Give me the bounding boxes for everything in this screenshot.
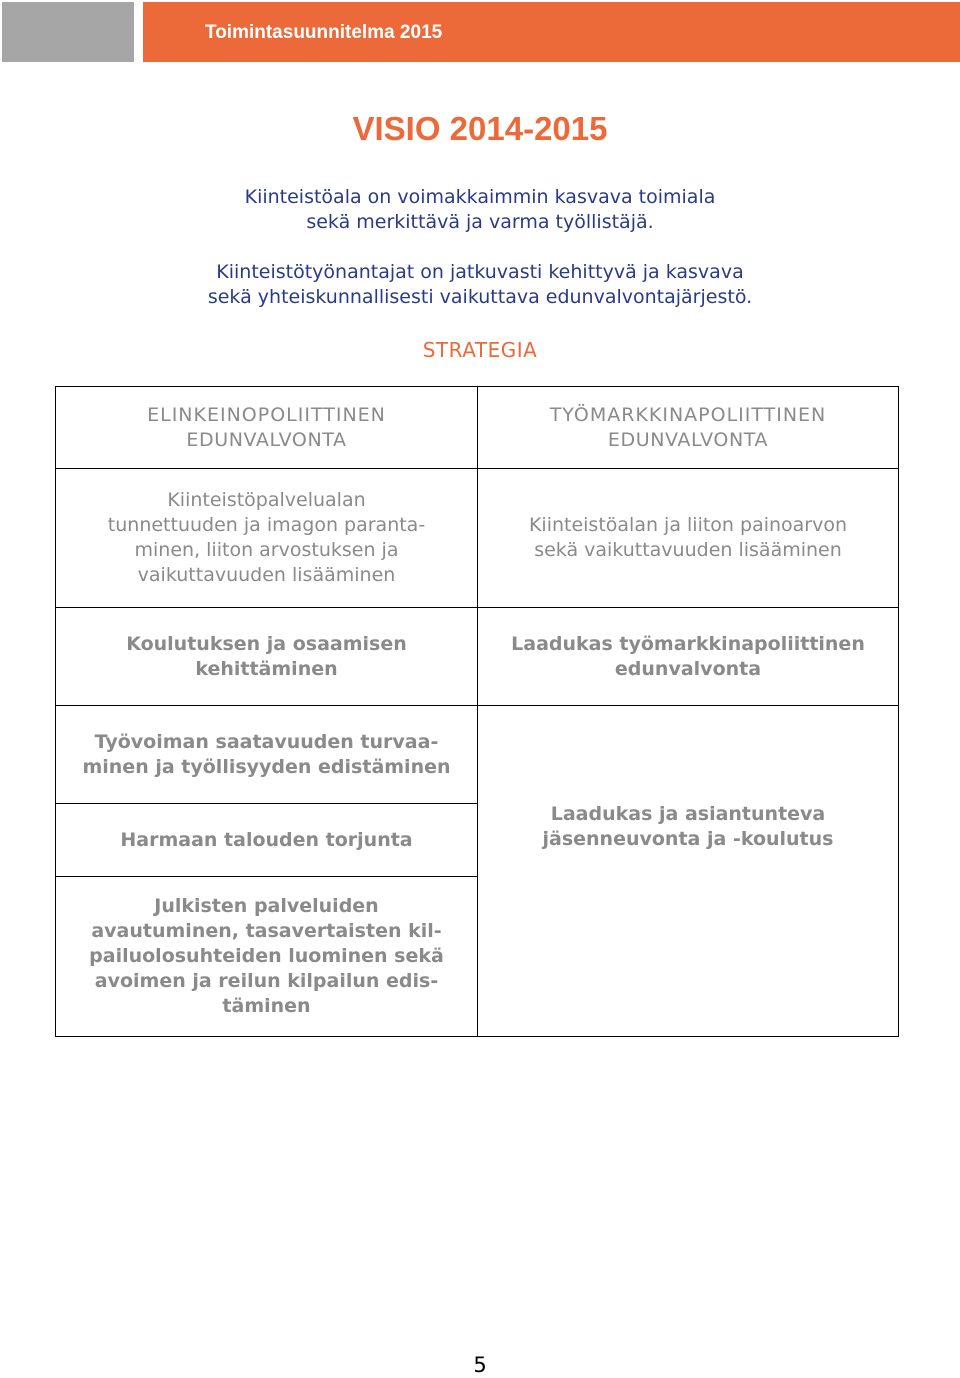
cell-line: Laadukas työmarkkinapoliittinen — [511, 632, 865, 655]
cell-line: sekä vaikuttavuuden lisääminen — [534, 539, 842, 561]
cell-line: Kiinteistöalan ja liiton painoarvon — [528, 514, 848, 536]
cell-line: minen, liiton arvostuksen ja — [134, 539, 399, 561]
cell-line: EDUNVALVONTA — [186, 428, 347, 451]
strategy-left-item-5 — [55, 876, 478, 1037]
cell-line: Koulutuksen ja osaamisen — [126, 632, 407, 655]
cell-line: vaikuttavuuden lisääminen — [137, 564, 396, 586]
document-title: Toimintasuunnitelma 2015 — [205, 22, 443, 43]
vision-title: VISIO 2014-2015 — [352, 110, 608, 147]
strategy-right-item-1 — [477, 468, 899, 608]
cell-line: ELINKEINOPOLIITTINEN — [147, 403, 386, 426]
cell-line: minen ja työllisyyden edistäminen — [82, 755, 451, 778]
cell-line: tunnettuuden ja imagon paranta- — [107, 514, 426, 536]
strategy-left-item-1 — [55, 468, 478, 608]
cell-line: pailuolosuhteiden luominen sekä — [89, 945, 444, 967]
vision-paragraph-1-line: Kiinteistöala on voimakkaimmin kasvava toimiala — [244, 186, 716, 208]
strategy-left-item-4 — [55, 803, 478, 877]
strategy-right-item-2 — [477, 607, 899, 706]
cell-line: EDUNVALVONTA — [607, 428, 769, 451]
cell-line: avoimen ja reilun kilpailun edis- — [94, 970, 439, 992]
vision-paragraph-1-line: sekä merkittävä ja varma työllistäjä. — [306, 211, 654, 233]
vision-paragraph-2-line: sekä yhteiskunnallisesti vaikuttava edunvalvontajärjestö. — [207, 286, 753, 308]
cell-line: Harmaan talouden torjunta — [120, 828, 413, 851]
cell-line: avautuminen, tasavertaisten kil- — [91, 920, 442, 942]
cell-line: jäsenneuvonta ja -koulutus — [542, 828, 834, 850]
cell-line: Kiinteistöpalvelualan — [167, 489, 366, 511]
cell-line: Laadukas ja asiantunteva — [550, 803, 826, 825]
cell-line: TYÖMARKKINAPOLIITTINEN — [549, 403, 827, 426]
cell-line: Julkisten palveluiden — [154, 895, 379, 917]
vision-paragraph-2-line: Kiinteistötyönantajat on jatkuvasti kehittyvä ja kasvava — [216, 261, 744, 283]
strategy-left-item-3 — [55, 705, 478, 804]
strategy-right-item-3 — [477, 705, 899, 1037]
cell-line: kehittäminen — [195, 657, 338, 680]
cell-line: täminen — [222, 995, 311, 1017]
strategy-left-header — [55, 386, 478, 469]
strategy-title: STRATEGIA — [422, 338, 538, 362]
strategy-left-item-2 — [55, 607, 478, 706]
vision-paragraph-2 — [0, 260, 960, 310]
vision-paragraph-1 — [0, 185, 960, 235]
page-number: 5 — [473, 1353, 487, 1377]
header-gray-block — [2, 2, 134, 62]
cell-line: Työvoiman saatavuuden turvaa- — [94, 730, 439, 753]
strategy-right-header — [477, 386, 899, 469]
cell-line: edunvalvonta — [614, 657, 762, 680]
